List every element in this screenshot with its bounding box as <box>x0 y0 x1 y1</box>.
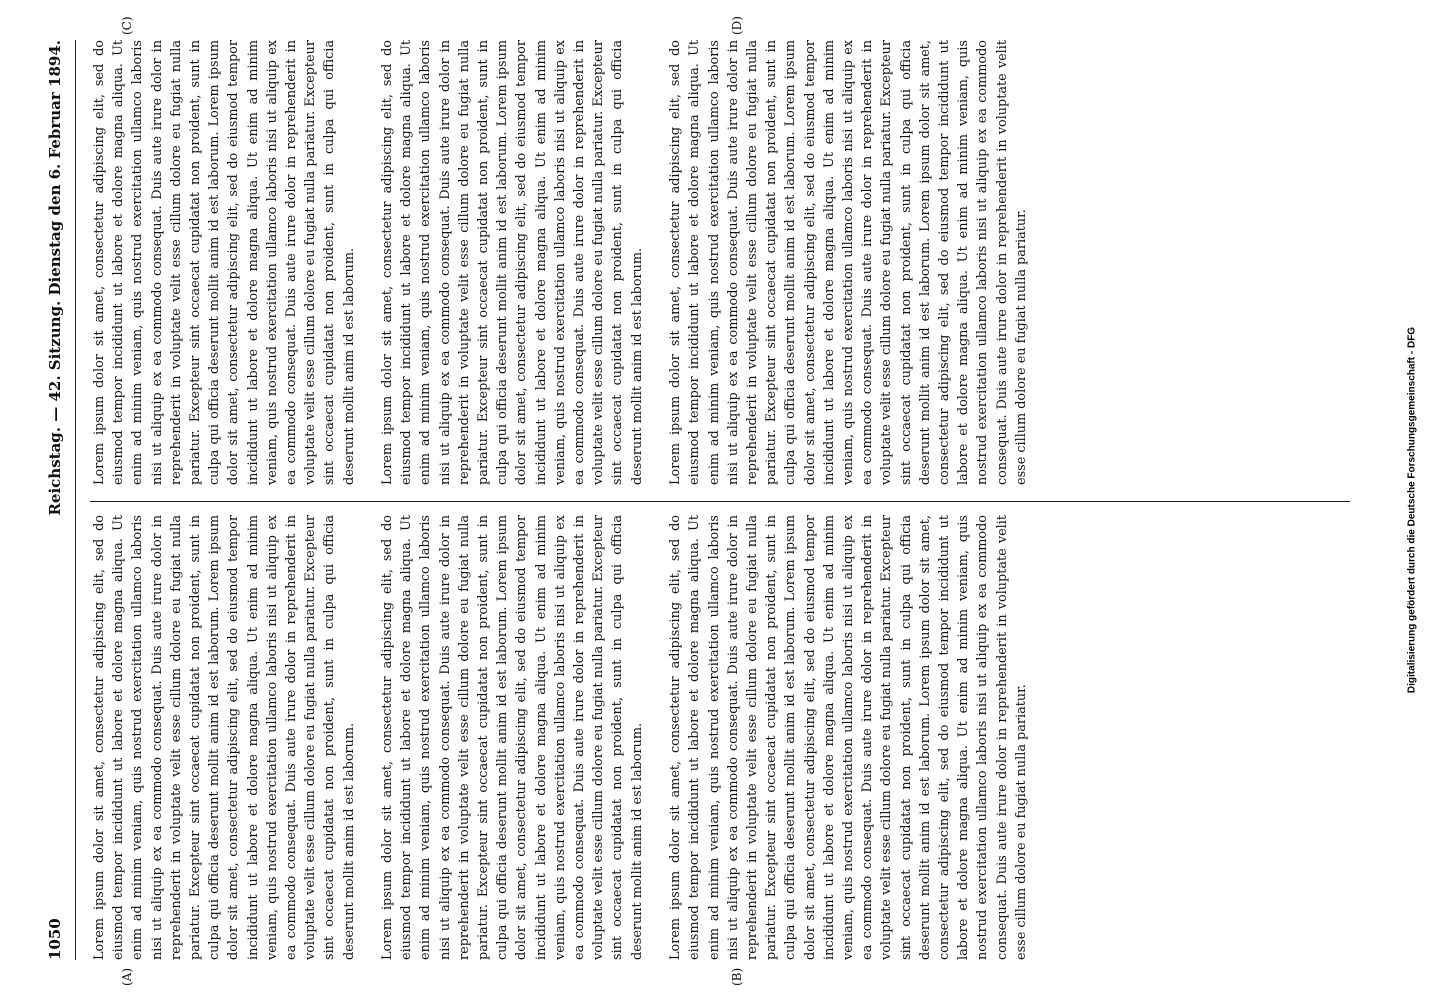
marker-a: (A) <box>120 967 134 986</box>
page-header <box>35 40 76 960</box>
page-number: 1050 <box>46 918 64 960</box>
column-divider <box>90 501 1350 502</box>
text-column-left <box>90 515 1350 960</box>
sidebar-credit <box>1393 40 1431 980</box>
page-title: Reichstag. — 42. Sitzung. Dienstag den 6. Februar 1894. <box>46 40 64 516</box>
marker-b: (B) <box>730 967 744 986</box>
right-column-body: Lorem ipsum dolor sit amet, consectetur adipiscing elit, sed do eiusmod tempor incididunt ut labore et dolore magna aliqua. Ut enim ad minim veniam, quis nostrud exercitation ullamco laboris nisi ut aliquip ex ea commodo consequat. Duis aute irure dolor in reprehenderit in voluptate velit esse cillum dolore eu fugiat nulla pariatur. Excepteur sint occaecat cupidatat non proident, sunt in culpa qui officia deserunt mollit anim id est laborum. Lorem ipsum dolor sit amet, consectetur adipiscing elit, sed do eiusmod tempor incididunt ut labore et dolore magna aliqua. Ut enim ad minim veniam, quis nostrud exercitation ullamco laboris nisi ut aliquip ex ea commodo consequat. Duis aute irure dolor in reprehenderit in voluptate velit esse cillum dolore eu fugiat nulla pariatur. Excepteur sint occaecat cupidatat non proident, sunt in culpa qui officia deserunt mollit anim id est laborum. Lorem ipsum dolor sit amet, consectetur adipiscing elit, sed do eiusmod tempor incididunt ut labore et dolore magna aliqua. Ut enim ad minim veniam, quis nostrud exercitation ullamco laboris nisi ut aliquip ex ea commodo consequat. Duis aute irure dolor in reprehenderit in voluptate velit esse cillum dolore eu fugiat nulla pariatur. Excepteur sint occaecat cupidatat non proident, sunt in culpa qui officia deserunt mollit anim id est laborum. Lorem ipsum dolor sit amet, consectetur adipiscing elit, sed do eiusmod tempor incididunt ut labore et dolore magna aliqua. Ut enim ad minim veniam, quis nostrud exercitation ullamco laboris nisi ut aliquip ex ea commodo consequat. Duis aute irure dolor in reprehenderit in voluptate velit esse cillum dolore eu fugiat nulla pariatur. Excepteur sint occaecat cupidatat non proident, sunt in culpa qui officia deserunt mollit anim id est laborum. Lorem ipsum dolor sit amet, consectetur adipiscing elit, sed do eiusmod tempor incididunt ut labore et dolore magna aliqua. Ut enim ad minim veniam, quis nostrud exercitation ullamco laboris nisi ut aliquip ex ea commodo consequat. Duis aute irure dolor in reprehenderit in voluptate velit esse cillum dolore eu fugiat nulla pariatur. Excepteur sint occaecat cupidatat non proident, sunt in culpa qui officia deserunt mollit anim id est laborum. Lorem ipsum dolor sit amet, consectetur adipiscing elit, sed do eiusmod tempor incididunt ut labore et dolore magna aliqua. Ut enim ad minim veniam, quis nostrud exercitation ullamco laboris nisi ut aliquip ex ea commodo consequat. Duis aute irure dolor in reprehenderit in voluptate velit esse cillum dolore eu fugiat nulla pariatur. Excepteur sint occaecat cupidatat non proident, sunt in culpa qui officia deserunt mollit anim id est laborum. Lorem ipsum dolor sit amet, consectetur adipiscing elit, sed do eiusmod tempor incididunt ut labore et dolore magna aliqua. Ut enim ad minim veniam, quis nostrud exercitation ullamco laboris nisi ut aliquip ex ea commodo consequat. Duis aute irure dolor in reprehenderit in voluptate velit esse cillum dolore eu fugiat nulla pariatur. <box>92 40 1029 485</box>
sidebar-credit-text: Digitalisierung gefördert durch die Deutsche Forschungsgemeinschaft - DFG <box>1406 326 1418 694</box>
marker-d: (D) <box>730 16 744 35</box>
marker-c: (C) <box>120 16 134 35</box>
left-column-body: Lorem ipsum dolor sit amet, consectetur adipiscing elit, sed do eiusmod tempor incididunt ut labore et dolore magna aliqua. Ut enim ad minim veniam, quis nostrud exercitation ullamco laboris nisi ut aliquip ex ea commodo consequat. Duis aute irure dolor in reprehenderit in voluptate velit esse cillum dolore eu fugiat nulla pariatur. Excepteur sint occaecat cupidatat non proident, sunt in culpa qui officia deserunt mollit anim id est laborum. Lorem ipsum dolor sit amet, consectetur adipiscing elit, sed do eiusmod tempor incididunt ut labore et dolore magna aliqua. Ut enim ad minim veniam, quis nostrud exercitation ullamco laboris nisi ut aliquip ex ea commodo consequat. Duis aute irure dolor in reprehenderit in voluptate velit esse cillum dolore eu fugiat nulla pariatur. Excepteur sint occaecat cupidatat non proident, sunt in culpa qui officia deserunt mollit anim id est laborum. Lorem ipsum dolor sit amet, consectetur adipiscing elit, sed do eiusmod tempor incididunt ut labore et dolore magna aliqua. Ut enim ad minim veniam, quis nostrud exercitation ullamco laboris nisi ut aliquip ex ea commodo consequat. Duis aute irure dolor in reprehenderit in voluptate velit esse cillum dolore eu fugiat nulla pariatur. Excepteur sint occaecat cupidatat non proident, sunt in culpa qui officia deserunt mollit anim id est laborum. Lorem ipsum dolor sit amet, consectetur adipiscing elit, sed do eiusmod tempor incididunt ut labore et dolore magna aliqua. Ut enim ad minim veniam, quis nostrud exercitation ullamco laboris nisi ut aliquip ex ea commodo consequat. Duis aute irure dolor in reprehenderit in voluptate velit esse cillum dolore eu fugiat nulla pariatur. Excepteur sint occaecat cupidatat non proident, sunt in culpa qui officia deserunt mollit anim id est laborum. Lorem ipsum dolor sit amet, consectetur adipiscing elit, sed do eiusmod tempor incididunt ut labore et dolore magna aliqua. Ut enim ad minim veniam, quis nostrud exercitation ullamco laboris nisi ut aliquip ex ea commodo consequat. Duis aute irure dolor in reprehenderit in voluptate velit esse cillum dolore eu fugiat nulla pariatur. Excepteur sint occaecat cupidatat non proident, sunt in culpa qui officia deserunt mollit anim id est laborum. Lorem ipsum dolor sit amet, consectetur adipiscing elit, sed do eiusmod tempor incididunt ut labore et dolore magna aliqua. Ut enim ad minim veniam, quis nostrud exercitation ullamco laboris nisi ut aliquip ex ea commodo consequat. Duis aute irure dolor in reprehenderit in voluptate velit esse cillum dolore eu fugiat nulla pariatur. Excepteur sint occaecat cupidatat non proident, sunt in culpa qui officia deserunt mollit anim id est laborum. Lorem ipsum dolor sit amet, consectetur adipiscing elit, sed do eiusmod tempor incididunt ut labore et dolore magna aliqua. Ut enim ad minim veniam, quis nostrud exercitation ullamco laboris nisi ut aliquip ex ea commodo consequat. Duis aute irure dolor in reprehenderit in voluptate velit esse cillum dolore eu fugiat nulla pariatur. <box>92 515 1029 960</box>
text-column-right <box>90 40 1350 485</box>
